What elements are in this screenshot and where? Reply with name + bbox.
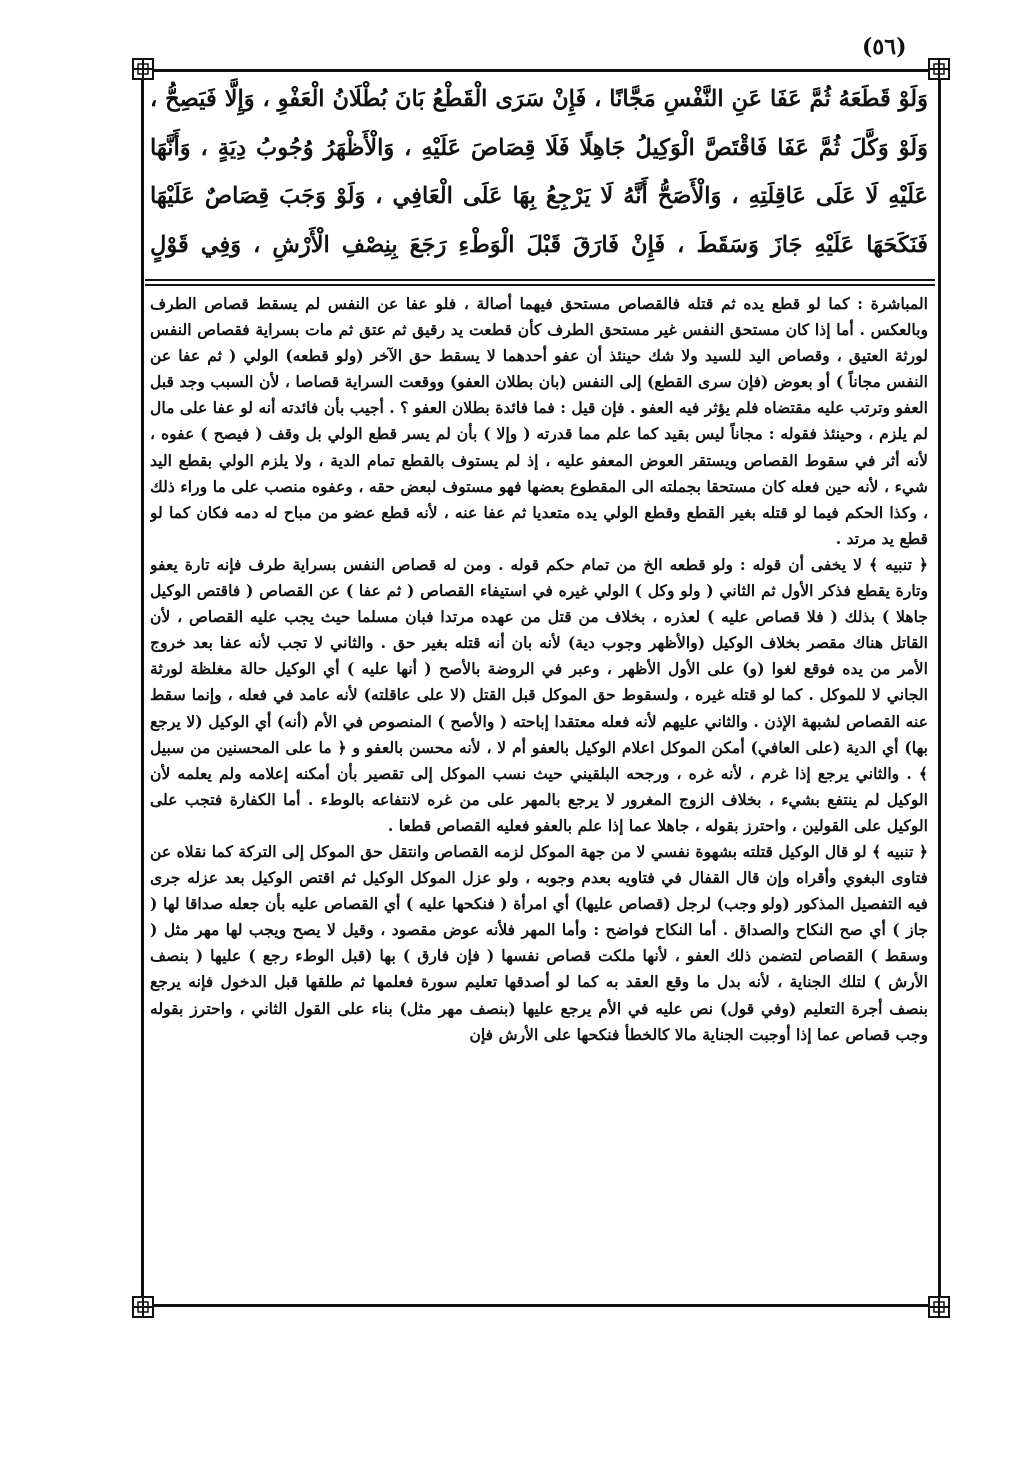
commentary-paragraph: المباشرة : كما لو قطع يده ثم قتله فالقصاص مستحق فيهما أصالة ، فلو عفا عن النفس لم يسقط قصاص الطرف وبالعكس . أما إذا كان مستحق النفس غير مستحق الطرف كأن قطعت يد رقيق ثم عتق ثم مات بسراية فقصاص النفس لورثة العتيق ، وقصاص اليد للسيد ولا شك حينئذ أن عفو أحدهما لا يسقط حق الآخر (ولو قطعه) الولي ( ثم عفا عن النفس مجاناً ) أو بعوض (فإن سرى القطع) إلى النفس (بان بطلان العفو) ووقعت السراية قصاصا ، لأن السبب وجد قبل العفو وترتب عليه مقتضاه فلم يؤثر فيه العفو . فإن قيل : فما فائدة بطلان العفو ؟ . أجيب بأن فائدته أنه لو عفا على مال لم يلزم ، وحينئذ فقوله : مجاناً ليس بقيد كما علم مما قدرته ( وإلا ) بأن لم يسر قطع الولي بل وقف ( فيصح ) عفوه ، لأنه أثر في سقوط القصاص ويستقر العوض المعفو عليه ، إذ لم يستوف بالقطع تمام الدية ، ولا يلزم الولي بقطع اليد شيء ، لأنه حين فعله كان مستحقا بجملته الى المقطوع بعضها فهو مستوف لبعض حقه ، وعفوه منصب على ما وراء ذلك ، وكذا الحكم فيما لو قتله بغير القطع وقطع الولي يده متعديا ثم عفا عنه ، لأنه قطع عضو من مباح له دمه فكان كما لو قطع يد مرتد . (150, 294, 928, 548)
separator-rule (145, 284, 935, 286)
frame-right-rule (938, 78, 941, 1298)
sharh-commentary (150, 291, 928, 1313)
frame-left-rule (141, 78, 144, 1298)
matn-main-text: وَلَوْ قَطَعَهُ ثُمَّ عَفَا عَنِ النَّفْسِ مَجَّانًا ، فَإِنْ سَرَى الْقَطْعُ بَانَ بُطْلَانُ الْعَفْوِ ، وَإِلَّا فَيَصِحُّ ، وَلَوْ وَكَّلَ ثُمَّ عَفَا فَاقْتَصَّ الْوَكِيلُ جَاهِلًا فَلَا قِصَاصَ عَلَيْهِ ، وَالْأَظْهَرُ وُجُوبُ دِيَةٍ ، وَأَنَّهَا عَلَيْهِ لَا عَلَى عَاقِلَتِهِ ، وَالْأَصَحُّ أَنَّهُ لَا يَرْجِعُ بِهَا عَلَى الْعَافِي ، وَلَوْ وَجَبَ قِصَاصٌ عَلَيْهَا فَنَكَحَهَا عَلَيْهِ جَازَ وَسَقَطَ ، فَإِنْ فَارَقَ قَبْلَ الْوَطْءِ رَجَعَ بِنِصْفِ الْأَرْشِ ، وَفِي قَوْلٍ (150, 86, 928, 258)
commentary-paragraph: ﴿ تنبيه ﴾ لا يخفى أن قوله : ولو قطعه الخ من تمام حكم قوله . ومن له قصاص النفس بسراية طرف فإنه تارة يعفو وتارة يقطع فذكر الأول ثم الثاني ( ولو وكل ) الولي غيره في استيفاء القصاص ( ثم عفا ) عن القصاص ( فاقتص الوكيل جاهلا ) بذلك ( فلا قصاص عليه ) لعذره ، بخلاف من قتل من عهده مرتدا فبان مسلما حيث يجب عليه القصاص ، لأن القاتل هناك مقصر بخلاف الوكيل (والأظهر وجوب دية) لأنه بان أنه قتله بغير حق . والثاني لا تجب لأنه عفا بعد خروج الأمر من يده فوقع لغوا (و) على الأول الأظهر ، وعبر في الروضة بالأصح ( أنها عليه ) أي الوكيل حالة مغلظة لورثة الجاني لا للموكل . كما لو قتله غيره ، ولسقوط حق الموكل قبل القتل (لا على عاقلته) لأنه عامد في فعله ، وإنما سقط عنه القصاص لشبهة الإذن . والثاني عليهم لأنه فعله معتقدا إباحته ( والأصح ) المنصوص في الأم (أنه) أي الوكيل (لا يرجع بها) أي الدية (على العافي) أمكن الموكل اعلام الوكيل بالعفو أم لا ، لأنه محسن بالعفو و ﴿ ما على المحسنين من سبيل ﴾ . والثاني يرجع إذا غرم ، لأنه غره ، ورجحه البلقيني حيث نسب الموكل إلى تقصير بأن أمكنه إعلامه ولم يعلمه لأن الوكيل لم ينتفع بشيء ، بخلاف الزوج المغرور لا يرجع بالمهر على من غره لانتفاعه بالوطء . أما الكفارة فتجب على الوكيل على القولين ، واحترز بقوله ، جاهلا عما إذا علم بالعفو فعليه القصاص قطعا . (150, 554, 928, 835)
frame-top-rule (152, 69, 930, 72)
corner-ornament-icon (928, 1296, 950, 1318)
page-number: (٥٦) (862, 34, 907, 60)
commentary-paragraph: ﴿ تنبيه ﴾ لو قال الوكيل قتلته بشهوة نفسي لا من جهة الموكل لزمه القصاص وانتقل حق الموكل إلى التركة كما نقلاه عن فتاوى البغوي وأقراه وإن قال القفال في فتاويه بعدم وجوبه ، ولو عزل الموكل الوكيل ثم اقتص الوكيل بعد عزله جرى فيه التفصيل المذكور (ولو وجب) لرجل (قصاص عليها) أي امرأة ( فنكحها عليه ) أي القصاص عليه بأن جعله صداقا لها ( جاز ) أي صح النكاح والصداق . أما النكاح فواضح : وأما المهر فلأنه عوض مقصود ، وقيل لا يصح ويجب لها مهر مثل ( وسقط ) القصاص لتضمن ذلك العفو ، لأنها ملكت قصاص نفسها ( فإن فارق ) بها (قبل الوطء رجع ) عليها ( بنصف الأرش ) لتلك الجناية ، لأنه بدل ما وقع العقد به كما لو أصدقها تعليم سورة فعلمها ثم طلقها قبل الدخول فإنه يرجع بنصف أجرة التعليم (وفي قول) نص عليه في الأم يرجع عليها (بنصف مهر مثل) بناء على القول الثاني ، واحترز بقوله وجب قصاص عما إذا أوجبت الجناية مالا كالخطأ فنكحها على الأرش فإن (150, 841, 928, 1044)
corner-ornament-icon (928, 58, 950, 80)
separator-rule (145, 279, 935, 281)
